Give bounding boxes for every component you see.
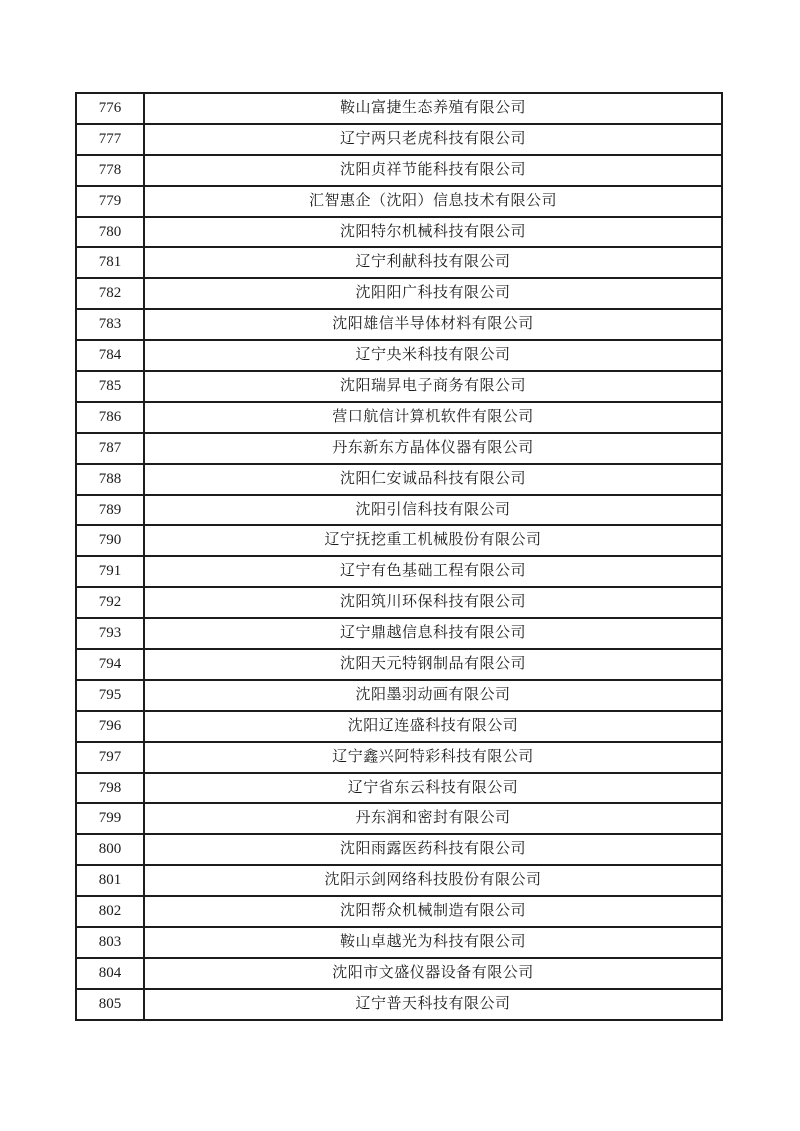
table-row — [76, 803, 722, 834]
company-name-cell: 沈阳辽连盛科技有限公司 — [144, 711, 722, 742]
table-row — [76, 773, 722, 804]
row-number-cell: 790 — [76, 525, 144, 556]
table-row — [76, 247, 722, 278]
row-number-cell: 781 — [76, 247, 144, 278]
row-number-cell: 791 — [76, 556, 144, 587]
company-name-cell: 沈阳帮众机械制造有限公司 — [144, 896, 722, 927]
table-row — [76, 989, 722, 1020]
company-name-cell: 沈阳雄信半导体材料有限公司 — [144, 309, 722, 340]
row-number-cell: 805 — [76, 989, 144, 1020]
table-row — [76, 340, 722, 371]
table-row — [76, 556, 722, 587]
table-row — [76, 402, 722, 433]
row-number-cell: 795 — [76, 680, 144, 711]
company-name-cell: 沈阳天元特钢制品有限公司 — [144, 649, 722, 680]
company-name-cell: 沈阳贞祥节能科技有限公司 — [144, 155, 722, 186]
table-row — [76, 433, 722, 464]
company-name-cell: 营口航信计算机软件有限公司 — [144, 402, 722, 433]
table-row — [76, 93, 722, 124]
company-name-cell: 沈阳市文盛仪器设备有限公司 — [144, 958, 722, 989]
row-number-cell: 788 — [76, 464, 144, 495]
company-name-cell: 沈阳特尔机械科技有限公司 — [144, 217, 722, 248]
row-number-cell: 799 — [76, 803, 144, 834]
company-name-cell: 辽宁央米科技有限公司 — [144, 340, 722, 371]
table-row — [76, 217, 722, 248]
table-row — [76, 680, 722, 711]
row-number-cell: 800 — [76, 834, 144, 865]
row-number-cell: 787 — [76, 433, 144, 464]
row-number-cell: 784 — [76, 340, 144, 371]
company-name-cell: 辽宁抚挖重工机械股份有限公司 — [144, 525, 722, 556]
company-name-cell: 沈阳引信科技有限公司 — [144, 495, 722, 526]
company-name-cell: 鞍山富捷生态养殖有限公司 — [144, 93, 722, 124]
row-number-cell: 778 — [76, 155, 144, 186]
table-row — [76, 834, 722, 865]
row-number-cell: 796 — [76, 711, 144, 742]
row-number-cell: 786 — [76, 402, 144, 433]
table-row — [76, 865, 722, 896]
company-name-cell: 辽宁省东云科技有限公司 — [144, 773, 722, 804]
table-row — [76, 927, 722, 958]
row-number-cell: 792 — [76, 587, 144, 618]
row-number-cell: 794 — [76, 649, 144, 680]
company-table — [75, 92, 723, 1021]
table-row — [76, 587, 722, 618]
table-row — [76, 186, 722, 217]
table-row — [76, 464, 722, 495]
row-number-cell: 793 — [76, 618, 144, 649]
company-name-cell: 沈阳瑞昇电子商务有限公司 — [144, 371, 722, 402]
row-number-cell: 801 — [76, 865, 144, 896]
table-row — [76, 742, 722, 773]
table-row — [76, 958, 722, 989]
table-row — [76, 371, 722, 402]
company-name-cell: 沈阳雨露医药科技有限公司 — [144, 834, 722, 865]
company-name-cell: 沈阳筑川环保科技有限公司 — [144, 587, 722, 618]
table-row — [76, 896, 722, 927]
table-row — [76, 124, 722, 155]
row-number-cell: 785 — [76, 371, 144, 402]
table-row — [76, 649, 722, 680]
company-name-cell: 沈阳仁安诚品科技有限公司 — [144, 464, 722, 495]
company-name-cell: 汇智惠企（沈阳）信息技术有限公司 — [144, 186, 722, 217]
table-row — [76, 155, 722, 186]
company-name-cell: 丹东润和密封有限公司 — [144, 803, 722, 834]
company-name-cell: 辽宁利献科技有限公司 — [144, 247, 722, 278]
company-name-cell: 辽宁普天科技有限公司 — [144, 989, 722, 1020]
table-row — [76, 618, 722, 649]
company-name-cell: 辽宁鑫兴阿特彩科技有限公司 — [144, 742, 722, 773]
row-number-cell: 780 — [76, 217, 144, 248]
row-number-cell: 797 — [76, 742, 144, 773]
row-number-cell: 779 — [76, 186, 144, 217]
table-row — [76, 525, 722, 556]
company-name-cell: 沈阳墨羽动画有限公司 — [144, 680, 722, 711]
company-name-cell: 沈阳示剑网络科技股份有限公司 — [144, 865, 722, 896]
row-number-cell: 804 — [76, 958, 144, 989]
company-table-body — [76, 93, 722, 1020]
company-name-cell: 辽宁两只老虎科技有限公司 — [144, 124, 722, 155]
table-row — [76, 309, 722, 340]
company-name-cell: 沈阳阳广科技有限公司 — [144, 278, 722, 309]
row-number-cell: 802 — [76, 896, 144, 927]
row-number-cell: 777 — [76, 124, 144, 155]
row-number-cell: 783 — [76, 309, 144, 340]
company-name-cell: 丹东新东方晶体仪器有限公司 — [144, 433, 722, 464]
company-name-cell: 辽宁有色基础工程有限公司 — [144, 556, 722, 587]
table-row — [76, 711, 722, 742]
table-row — [76, 278, 722, 309]
row-number-cell: 789 — [76, 495, 144, 526]
company-name-cell: 鞍山卓越光为科技有限公司 — [144, 927, 722, 958]
row-number-cell: 776 — [76, 93, 144, 124]
table-row — [76, 495, 722, 526]
row-number-cell: 798 — [76, 773, 144, 804]
row-number-cell: 803 — [76, 927, 144, 958]
company-name-cell: 辽宁鼎越信息科技有限公司 — [144, 618, 722, 649]
row-number-cell: 782 — [76, 278, 144, 309]
